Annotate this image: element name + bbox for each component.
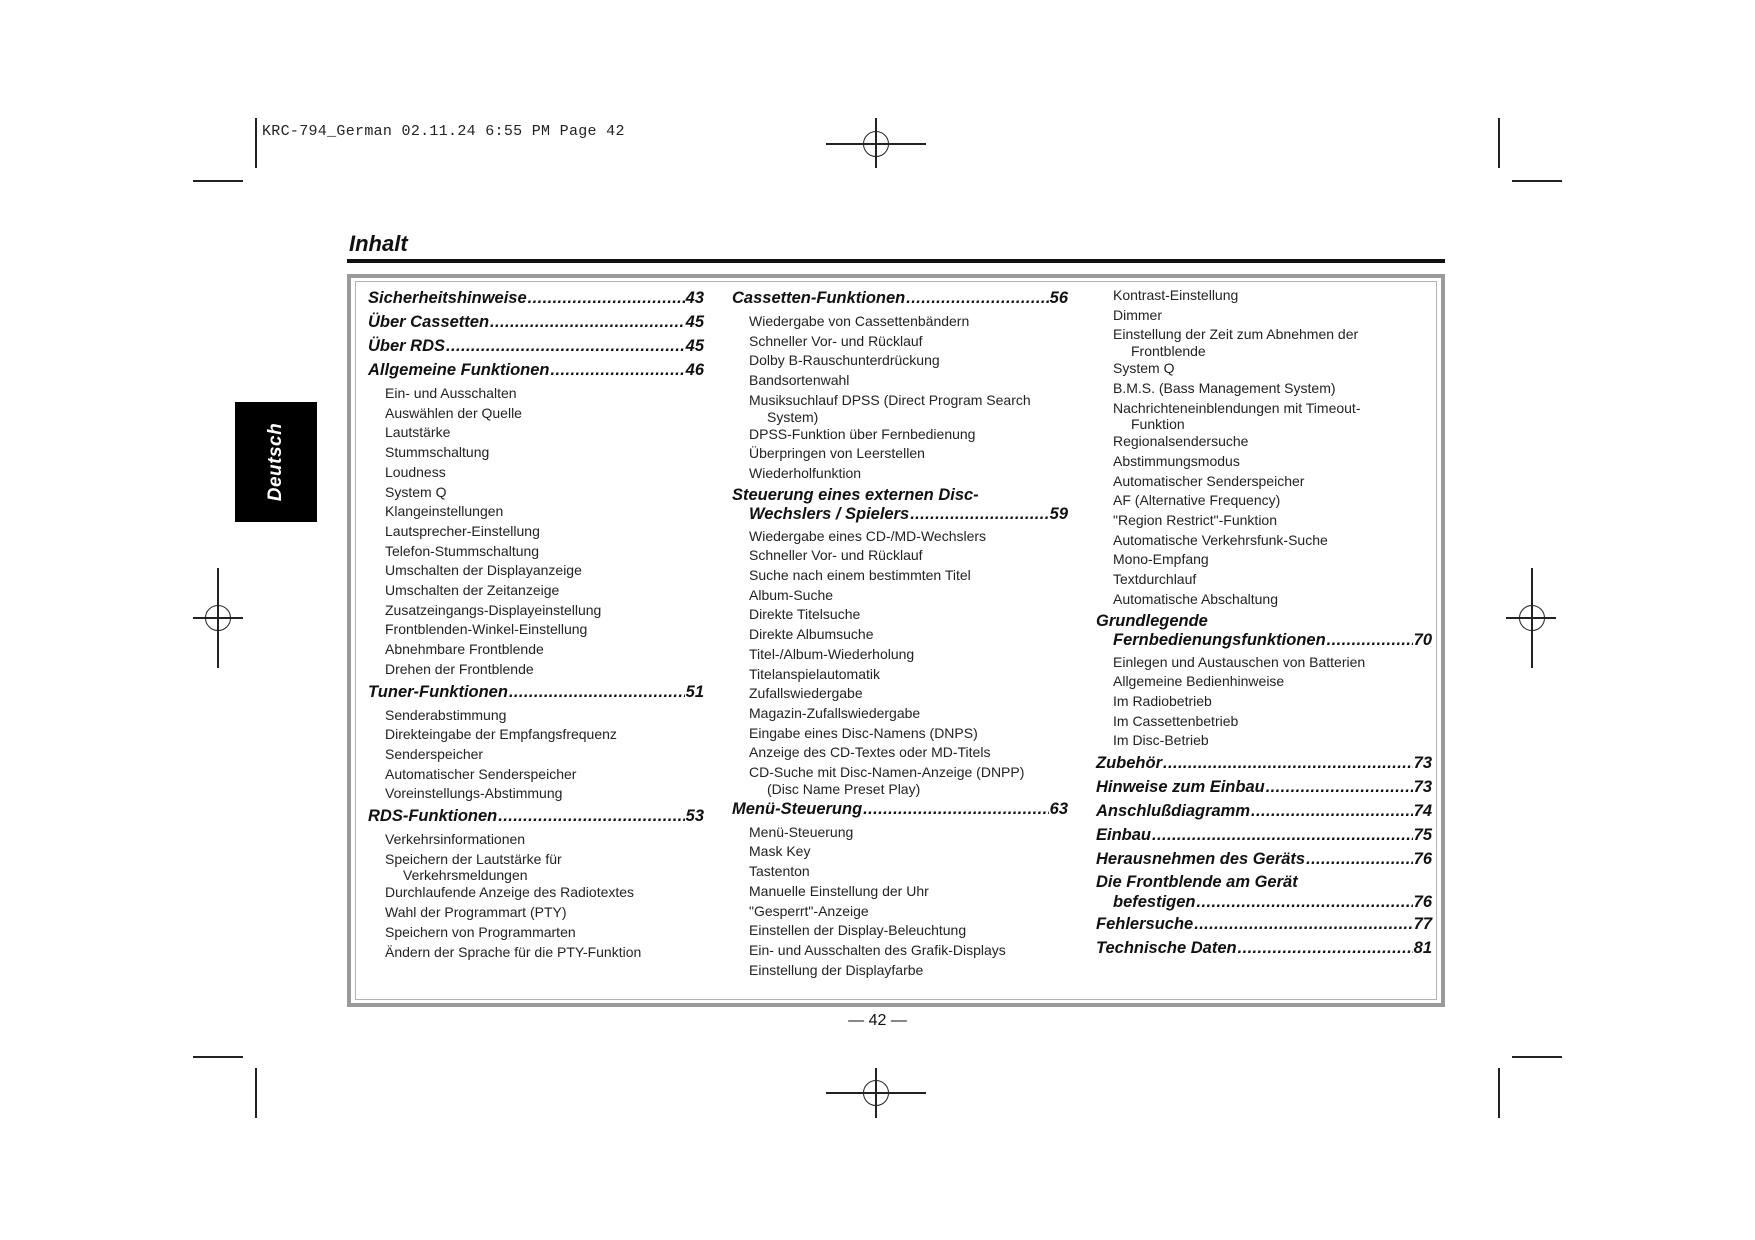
toc-subitem[interactable]: Automatischer Senderspeicher: [1113, 472, 1305, 489]
toc-subitem[interactable]: Im Radiobetrieb: [1113, 692, 1212, 709]
toc-heading[interactable]: [368, 312, 704, 332]
toc-subitem[interactable]: Umschalten der Displayanzeige: [385, 562, 582, 579]
toc-subitem[interactable]: Bandsortenwahl: [749, 372, 850, 389]
toc-subitem[interactable]: Lautstärke: [385, 424, 451, 441]
toc-subitem[interactable]: Ein- und Ausschalten des Grafik-Displays: [749, 941, 1006, 958]
toc-subitem[interactable]: Auswählen der Quelle: [385, 404, 522, 421]
toc-subitem[interactable]: Eingabe eines Disc-Namens (DNPS): [749, 724, 978, 741]
toc-page-number: 73: [1413, 778, 1432, 797]
toc-subitem[interactable]: Direkte Albumsuche: [749, 626, 874, 643]
crop-mark: [193, 180, 243, 182]
toc-page-number: 75: [1413, 826, 1432, 845]
toc-subitem[interactable]: [368, 850, 704, 884]
toc-heading-title: Allgemeine Funktionen: [368, 361, 550, 379]
dot-leader: [863, 799, 1048, 819]
toc-heading-line1: Grundlegende: [1096, 611, 1208, 630]
toc-heading-title: Anschlußdiagramm: [1096, 802, 1251, 821]
toc-subitem[interactable]: Album-Suche: [749, 586, 834, 603]
toc-subitem[interactable]: Zusatzeingangs-Displayeinstellung: [385, 601, 602, 618]
toc-heading-title: Einbau: [1096, 826, 1152, 845]
toc-heading[interactable]: [368, 336, 704, 356]
toc-subitem[interactable]: Kontrast-Einstellung: [1113, 287, 1239, 303]
toc-subitem[interactable]: Menü-Steuerung: [749, 823, 854, 840]
toc-subitem[interactable]: Ein- und Ausschalten: [385, 385, 517, 401]
toc-heading-title: RDS-Funktionen: [368, 807, 498, 826]
toc-subitem[interactable]: Abnehmbare Frontblende: [385, 641, 544, 658]
dot-leader: [1197, 893, 1413, 913]
toc-heading-line2: befestigen: [1113, 892, 1196, 911]
toc-page-number: 56: [1049, 289, 1068, 307]
toc-subitem[interactable]: System Q: [385, 483, 447, 500]
toc-page-number: 59: [1049, 505, 1068, 524]
toc-subitem[interactable]: Speichern von Programmarten: [385, 923, 576, 940]
toc-page-number: 45: [685, 313, 704, 331]
toc-subitem[interactable]: Umschalten der Zeitanzeige: [385, 582, 560, 599]
toc-heading-title: Technische Daten: [1096, 939, 1237, 958]
toc-subitem[interactable]: Wiedergabe eines CD-/MD-Wechslers: [749, 527, 987, 544]
toc-subitem[interactable]: Titel-/Album-Wiederholung: [749, 645, 915, 662]
title-rule: [347, 259, 1445, 263]
toc-heading[interactable]: [1096, 801, 1432, 821]
dot-leader: [1238, 938, 1413, 958]
toc-subitem-line2: (Disc Name Preset Play): [767, 780, 921, 797]
toc-subitem-line1: CD-Suche mit Disc-Namen-Anzeige (DNPP): [749, 764, 1025, 781]
toc-heading[interactable]: [732, 799, 1068, 819]
toc-subitem-line1: Nachrichteneinblendungen mit Timeout-: [1113, 399, 1361, 416]
dot-leader: [1266, 777, 1413, 797]
dot-leader: [1306, 849, 1413, 869]
toc-heading-title: Hinweise zum Einbau: [1096, 778, 1265, 797]
toc-subitem[interactable]: Verkehrsinformationen: [385, 831, 526, 848]
dot-leader: [551, 360, 685, 380]
toc-heading-title: Über RDS: [368, 337, 446, 355]
toc-heading-title: Cassetten-Funktionen: [732, 289, 906, 307]
toc-subitem[interactable]: Regionalsendersuche: [1113, 433, 1249, 450]
crop-mark: [1512, 180, 1562, 182]
toc-subitem[interactable]: [1096, 325, 1432, 359]
crop-mark: [1498, 118, 1500, 168]
crop-mark: [1498, 1068, 1500, 1118]
toc-heading[interactable]: [368, 806, 704, 826]
toc-subitem[interactable]: AF (Alternative Frequency): [1113, 492, 1281, 509]
toc-subitem[interactable]: Wahl der Programmart (PTY): [385, 904, 567, 921]
toc-subitem[interactable]: Automatische Verkehrsfunk-Suche: [1113, 531, 1328, 548]
crop-mark: [255, 1068, 257, 1118]
toc-heading-title: Sicherheitshinweise: [368, 289, 527, 307]
toc-heading[interactable]: [1096, 849, 1432, 869]
toc-page-number: 53: [685, 807, 704, 826]
toc-heading[interactable]: [1096, 825, 1432, 845]
toc-subitem[interactable]: Einstellung der Displayfarbe: [749, 961, 924, 978]
toc-heading[interactable]: [368, 288, 704, 308]
toc-heading[interactable]: [1096, 938, 1432, 958]
page-number: — 42 —: [848, 1012, 907, 1029]
toc-subitem-line2: Frontblende: [1131, 343, 1206, 360]
toc-heading[interactable]: [1096, 914, 1432, 934]
toc-subitem[interactable]: Loudness: [385, 463, 446, 480]
toc-page-number: 43: [685, 289, 704, 307]
toc-heading[interactable]: [732, 486, 1068, 525]
toc-heading[interactable]: [1096, 612, 1432, 651]
toc-subitem[interactable]: Einlegen und Austauschen von Batterien: [1113, 653, 1366, 670]
toc-subitem[interactable]: Senderspeicher: [385, 745, 484, 762]
toc-subitem[interactable]: Abstimmungsmodus: [1113, 452, 1240, 469]
toc-page-number: 70: [1413, 631, 1432, 650]
toc-heading[interactable]: [1096, 777, 1432, 797]
toc-heading-title: Über Cassetten: [368, 313, 490, 331]
toc-heading-line2: Fernbedienungsfunktionen: [1113, 631, 1326, 650]
toc-page-number: 77: [1413, 915, 1432, 934]
dot-leader: [1163, 753, 1413, 773]
toc-subitem[interactable]: Ändern der Sprache für die PTY-Funktion: [385, 943, 642, 960]
toc-subitem[interactable]: DPSS-Funktion über Fernbedienung: [749, 425, 976, 442]
dot-leader: [446, 336, 685, 356]
dot-leader: [509, 682, 685, 702]
toc-page-number: 51: [685, 682, 704, 701]
toc-heading-title: Herausnehmen des Geräts: [1096, 850, 1306, 869]
dot-leader: [528, 288, 685, 308]
dot-leader: [910, 505, 1048, 525]
toc-subitem[interactable]: Mask Key: [749, 843, 811, 860]
dot-leader: [1327, 631, 1413, 651]
toc-subitem[interactable]: Voreinstellungs-Abstimmung: [385, 785, 563, 802]
toc-subitem[interactable]: Textdurchlauf: [1113, 571, 1197, 588]
toc-subitem-line2: Verkehrsmeldungen: [403, 867, 528, 884]
toc-subitem[interactable]: Automatische Abschaltung: [1113, 590, 1278, 607]
toc-subitem[interactable]: System Q: [1113, 360, 1175, 377]
dot-leader: [490, 312, 685, 332]
toc-subitem[interactable]: Dolby B-Rauschunterdrückung: [749, 352, 940, 369]
toc-subitem[interactable]: Drehen der Frontblende: [385, 660, 534, 677]
toc-heading-line1: Steuerung eines externen Disc-: [732, 485, 979, 504]
toc-heading[interactable]: [368, 360, 704, 380]
toc-page-number: 63: [1049, 799, 1068, 818]
language-tab: [235, 402, 317, 522]
toc-subitem[interactable]: Klangeinstellungen: [385, 503, 504, 520]
toc-subitem[interactable]: Direkteingabe der Empfangsfrequenz: [385, 726, 617, 743]
toc-column-1: [368, 286, 704, 962]
toc-subitem[interactable]: Allgemeine Bedienhinweise: [1113, 673, 1285, 690]
toc-subitem[interactable]: Mono-Empfang: [1113, 551, 1209, 568]
toc-heading[interactable]: [732, 288, 1068, 308]
toc-heading-line2: Wechslers / Spielers: [749, 505, 910, 524]
dot-leader: [906, 288, 1048, 308]
toc-subitem[interactable]: Suche nach einem bestimmten Titel: [749, 567, 971, 584]
dot-leader: [1152, 825, 1413, 845]
toc-subitem[interactable]: Dimmer: [1113, 306, 1162, 323]
toc-page-number: 81: [1413, 939, 1432, 958]
toc-subitem[interactable]: Frontblenden-Winkel-Einstellung: [385, 621, 588, 638]
toc-subitem[interactable]: Wiedergabe von Cassettenbändern: [749, 313, 970, 329]
toc-subitem[interactable]: Im Disc-Betrieb: [1113, 732, 1209, 749]
toc-page-number: 74: [1413, 802, 1432, 821]
toc-subitem[interactable]: [1096, 399, 1432, 433]
toc-subitem[interactable]: Tastenton: [749, 863, 810, 880]
toc-heading-line1: Die Frontblende am Gerät: [1096, 873, 1298, 892]
toc-subitem[interactable]: Schneller Vor- und Rücklauf: [749, 547, 923, 564]
toc-subitem[interactable]: "Region Restrict"-Funktion: [1113, 512, 1278, 529]
toc-subitem[interactable]: Titelanspielautomatik: [749, 665, 880, 682]
toc-subitem[interactable]: [732, 763, 1068, 797]
toc-subitem[interactable]: Direkte Titelsuche: [749, 606, 861, 623]
toc-subitem[interactable]: Durchlaufende Anzeige des Radiotextes: [385, 884, 635, 901]
toc-heading-title: Fehlersuche: [1096, 915, 1194, 934]
crop-mark: [1512, 1056, 1562, 1058]
toc-subitem-line2: Funktion: [1131, 416, 1185, 433]
toc-subitem-line1: Speichern der Lautstärke für: [385, 850, 562, 867]
toc-subitem[interactable]: Stummschaltung: [385, 444, 490, 461]
toc-subitem[interactable]: [732, 391, 1068, 425]
toc-heading-title: Tuner-Funktionen: [368, 682, 508, 701]
toc-page-number: 76: [1413, 892, 1432, 911]
language-tab-label: Deutsch: [265, 422, 286, 502]
toc-heading[interactable]: [368, 682, 704, 702]
toc-subitem[interactable]: Einstellen der Display-Beleuchtung: [749, 922, 967, 939]
toc-page-number: 45: [685, 337, 704, 355]
toc-subitem[interactable]: "Gesperrt"-Anzeige: [749, 902, 869, 919]
dot-leader: [498, 806, 684, 826]
crop-mark: [193, 1056, 243, 1058]
toc-subitem-line1: Musiksuchlauf DPSS (Direct Program Search: [749, 391, 1031, 408]
toc-subitem[interactable]: Magazin-Zufallswiedergabe: [749, 704, 921, 721]
toc-subitem[interactable]: Überpringen von Leerstellen: [749, 445, 925, 462]
toc-subitem[interactable]: Lautsprecher-Einstellung: [385, 522, 540, 539]
crop-mark: [255, 118, 257, 168]
toc-subitem[interactable]: Telefon-Stummschaltung: [385, 542, 540, 559]
toc-heading[interactable]: [1096, 753, 1432, 773]
toc-subitem[interactable]: Schneller Vor- und Rücklauf: [749, 332, 923, 349]
print-header: KRC-794_German 02.11.24 6:55 PM Page 42: [262, 123, 625, 140]
toc-heading[interactable]: [1096, 873, 1432, 912]
toc-column-3: [1096, 286, 1432, 962]
toc-subitem[interactable]: Wiederholfunktion: [749, 464, 862, 481]
toc-subitem[interactable]: Im Cassettenbetrieb: [1113, 712, 1239, 729]
toc-subitem[interactable]: Anzeige des CD-Textes oder MD-Titels: [749, 744, 991, 761]
toc-subitem[interactable]: Manuelle Einstellung der Uhr: [749, 882, 929, 899]
toc-page-number: 76: [1413, 850, 1432, 869]
toc-subitem[interactable]: Automatischer Senderspeicher: [385, 765, 577, 782]
toc-page-number: 73: [1413, 754, 1432, 773]
toc-subitem-line2: System): [767, 408, 819, 425]
toc-heading-title: Menü-Steuerung: [732, 799, 863, 818]
toc-subitem[interactable]: Zufallswiedergabe: [749, 685, 863, 702]
toc-subitem[interactable]: Senderabstimmung: [385, 706, 507, 723]
page-title: Inhalt: [349, 231, 408, 256]
toc-column-2: [732, 286, 1068, 980]
dot-leader: [1194, 914, 1412, 934]
toc-heading-title: Zubehör: [1096, 754, 1162, 773]
toc-subitem-line1: Einstellung der Zeit zum Abnehmen der: [1113, 326, 1359, 343]
toc-page-number: 46: [685, 361, 704, 379]
toc-subitem[interactable]: B.M.S. (Bass Management System): [1113, 379, 1336, 396]
dot-leader: [1251, 801, 1413, 821]
